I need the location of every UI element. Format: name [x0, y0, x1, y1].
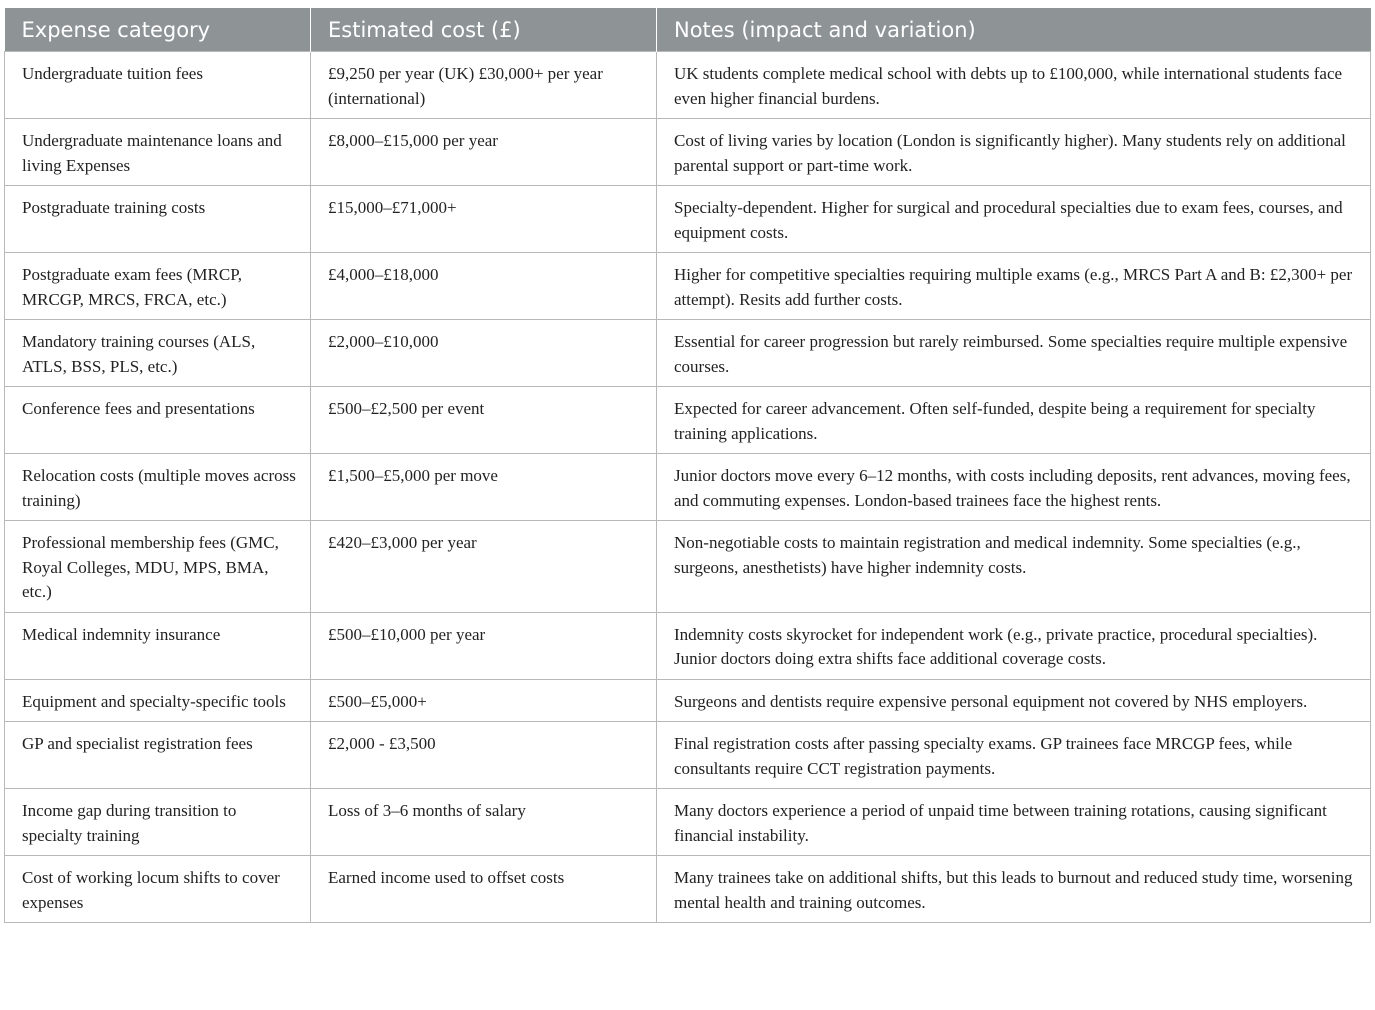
table-row [5, 679, 1371, 722]
cell-notes: Essential for career progression but rarely reimbursed. Some specialties require multiple expensive courses. [657, 320, 1371, 387]
table-row [5, 320, 1371, 387]
cell-cost: £500–£2,500 per event [311, 387, 657, 454]
table-row [5, 789, 1371, 856]
cell-cost: £500–£5,000+ [311, 679, 657, 722]
table-row [5, 454, 1371, 521]
cell-cost: £2,000 - £3,500 [311, 722, 657, 789]
cell-category: Undergraduate maintenance loans and living Expenses [5, 119, 311, 186]
cell-category: Conference fees and presentations [5, 387, 311, 454]
cell-category: Relocation costs (multiple moves across training) [5, 454, 311, 521]
cell-cost: Loss of 3–6 months of salary [311, 789, 657, 856]
table-row [5, 856, 1371, 923]
cell-category: Undergraduate tuition fees [5, 52, 311, 119]
cell-notes: Specialty-dependent. Higher for surgical and procedural specialties due to exam fees, courses, and equipment costs. [657, 186, 1371, 253]
table-row [5, 253, 1371, 320]
cell-notes: Indemnity costs skyrocket for independent work (e.g., private practice, procedural specialties). Junior doctors doing extra shifts face additional coverage costs. [657, 612, 1371, 679]
cell-notes: Surgeons and dentists require expensive personal equipment not covered by NHS employers. [657, 679, 1371, 722]
header-expense-category: Expense category [5, 8, 311, 52]
cell-notes: Expected for career advancement. Often self-funded, despite being a requirement for specialty training applications. [657, 387, 1371, 454]
cell-category: Medical indemnity insurance [5, 612, 311, 679]
cell-notes: Cost of living varies by location (London is significantly higher). Many students rely on additional parental support or part-time work. [657, 119, 1371, 186]
expense-table [4, 8, 1371, 923]
table-row [5, 119, 1371, 186]
cell-cost: £1,500–£5,000 per move [311, 454, 657, 521]
cell-notes: Many trainees take on additional shifts, but this leads to burnout and reduced study time, worsening mental health and training outcomes. [657, 856, 1371, 923]
cell-category: Postgraduate exam fees (MRCP, MRCGP, MRCS, FRCA, etc.) [5, 253, 311, 320]
cell-cost: £2,000–£10,000 [311, 320, 657, 387]
table-row [5, 722, 1371, 789]
cell-notes: Non-negotiable costs to maintain registration and medical indemnity. Some specialties (e.g., surgeons, anesthetists) have higher indemnity costs. [657, 521, 1371, 613]
table-row [5, 521, 1371, 613]
table-row [5, 52, 1371, 119]
header-estimated-cost: Estimated cost (£) [311, 8, 657, 52]
cell-notes: Many doctors experience a period of unpaid time between training rotations, causing significant financial instability. [657, 789, 1371, 856]
cell-notes: UK students complete medical school with debts up to £100,000, while international students face even higher financial burdens. [657, 52, 1371, 119]
cell-cost: £8,000–£15,000 per year [311, 119, 657, 186]
cell-notes: Junior doctors move every 6–12 months, with costs including deposits, rent advances, moving fees, and commuting expenses. London-based trainees face the highest rents. [657, 454, 1371, 521]
table-row [5, 387, 1371, 454]
cell-category: Income gap during transition to specialty training [5, 789, 311, 856]
cell-category: GP and specialist registration fees [5, 722, 311, 789]
cell-category: Equipment and specialty-specific tools [5, 679, 311, 722]
cell-cost: £500–£10,000 per year [311, 612, 657, 679]
table-row [5, 612, 1371, 679]
cell-category: Professional membership fees (GMC, Royal Colleges, MDU, MPS, BMA, etc.) [5, 521, 311, 613]
cell-category: Cost of working locum shifts to cover expenses [5, 856, 311, 923]
cell-cost: £420–£3,000 per year [311, 521, 657, 613]
cell-category: Postgraduate training costs [5, 186, 311, 253]
table-header-row [5, 8, 1371, 52]
cell-cost: £9,250 per year (UK) £30,000+ per year (international) [311, 52, 657, 119]
cell-notes: Higher for competitive specialties requiring multiple exams (e.g., MRCS Part A and B: £2,300+ per attempt). Resits add further costs. [657, 253, 1371, 320]
table-row [5, 186, 1371, 253]
header-notes: Notes (impact and variation) [657, 8, 1371, 52]
cell-notes: Final registration costs after passing specialty exams. GP trainees face MRCGP fees, while consultants require CCT registration payments. [657, 722, 1371, 789]
cell-category: Mandatory training courses (ALS, ATLS, BSS, PLS, etc.) [5, 320, 311, 387]
cell-cost: £4,000–£18,000 [311, 253, 657, 320]
cell-cost: £15,000–£71,000+ [311, 186, 657, 253]
cell-cost: Earned income used to offset costs [311, 856, 657, 923]
